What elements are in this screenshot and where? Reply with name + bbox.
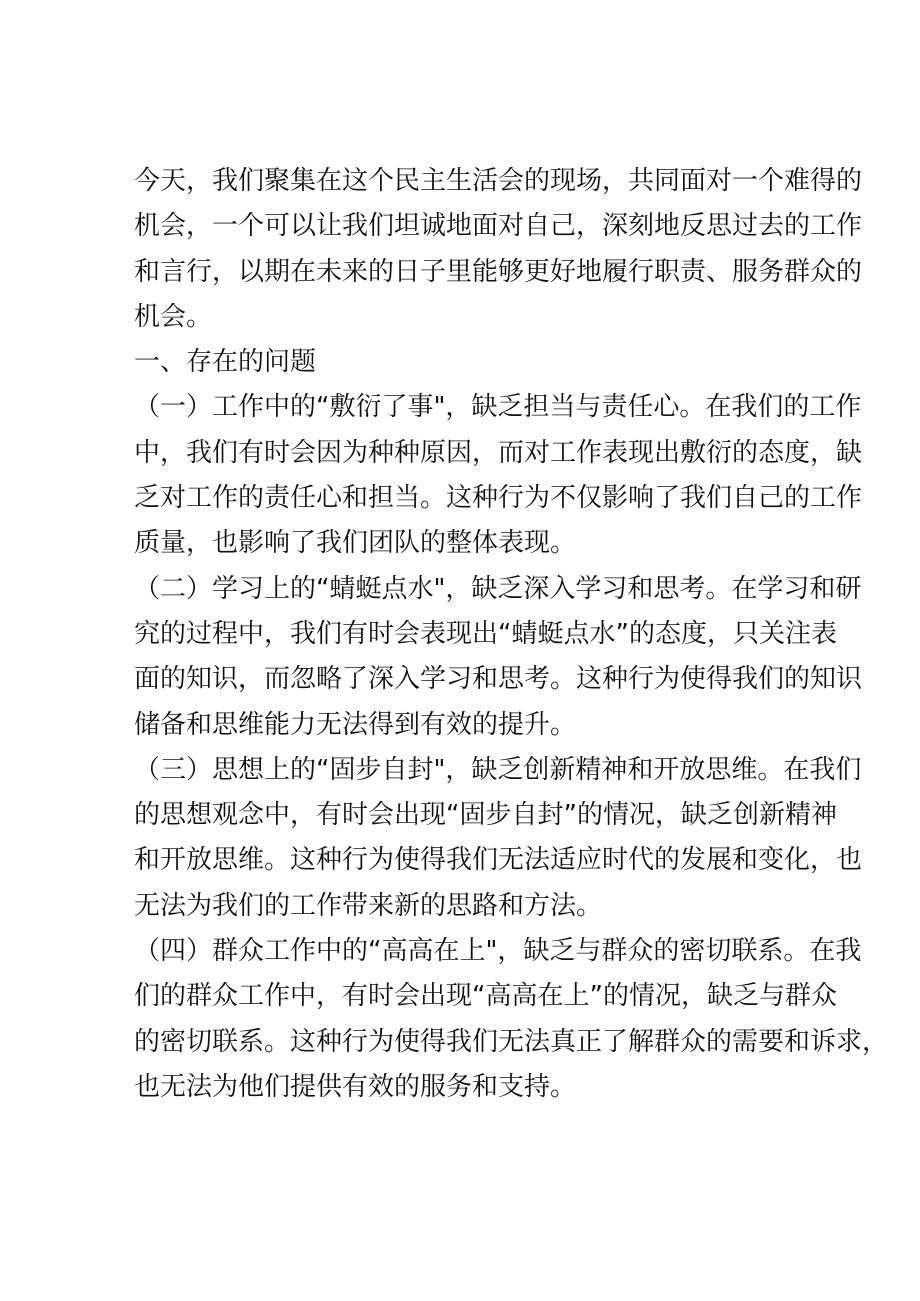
paragraph-intro-line-3: 和言行，以期在未来的日子里能够更好地履行职责、服务群众的 <box>134 256 863 287</box>
item-two-line-2: 究的过程中，我们有时会表现出“蜻蜓点水”的态度，只关注表 <box>134 618 837 649</box>
item-one-line-3: 乏对工作的责任心和担当。这种行为不仅影响了我们自己的工作 <box>134 483 863 514</box>
item-one-line-2: 中，我们有时会因为种种原因，而对工作表现出敷衍的态度，缺 <box>134 437 863 468</box>
item-one-line-4: 质量，也影响了我们团队的整体表现。 <box>134 528 577 559</box>
item-two-line-3: 面的知识，而忽略了深入学习和思考。这种行为使得我们的知识 <box>134 664 863 695</box>
item-four-line-3: 的密切联系。这种行为使得我们无法真正了解群众的需要和诉求， <box>134 1026 889 1057</box>
item-three-line-4: 无法为我们的工作带来新的思路和方法。 <box>134 890 603 921</box>
item-two-line-4: 储备和思维能力无法得到有效的提升。 <box>134 709 577 740</box>
item-four-line-1: （四）群众工作中的“高高在上"，缺乏与群众的密切联系。在我 <box>134 936 862 967</box>
item-one-line-1: （一）工作中的“敷衍了事"，缺乏担当与责任心。在我们的工作 <box>134 392 862 423</box>
document-body <box>134 159 889 1110</box>
paragraph-intro-line-4: 机会。 <box>134 301 213 332</box>
paragraph-intro-line-1: 今天，我们聚集在这个民主生活会的现场，共同面对一个难得的 <box>134 166 863 196</box>
item-four-line-2: 们的群众工作中，有时会出现“高高在上”的情况，缺乏与群众 <box>134 981 837 1012</box>
item-three-line-1: （三）思想上的“固步自封"，缺乏创新精神和开放思维。在我们 <box>134 754 862 785</box>
paragraph-intro-line-2: 机会，一个可以让我们坦诚地面对自己，深刻地反思过去的工作 <box>134 211 863 242</box>
item-four-line-4: 也无法为他们提供有效的服务和支持。 <box>134 1071 577 1102</box>
item-three-line-3: 和开放思维。这种行为使得我们无法适应时代的发展和变化，也 <box>134 845 863 876</box>
item-two-line-1: （二）学习上的“蜻蜓点水"，缺乏深入学习和思考。在学习和研 <box>134 573 862 604</box>
item-three-line-2: 的思想观念中，有时会出现“固步自封”的情况，缺乏创新精神 <box>134 800 837 831</box>
section-heading: 一、存在的问题 <box>134 347 317 378</box>
